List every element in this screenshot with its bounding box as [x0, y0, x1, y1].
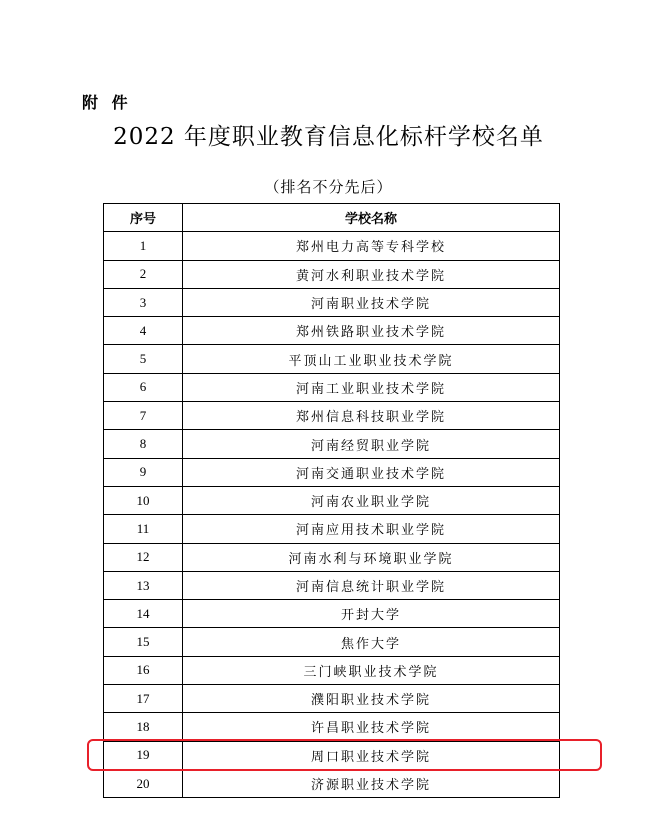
row-number: 17: [104, 685, 183, 713]
school-name: 济源职业技术学院: [183, 769, 560, 797]
table-row: [104, 769, 560, 797]
row-number: 6: [104, 373, 183, 401]
table-row: [104, 486, 560, 514]
table-row: [104, 656, 560, 684]
school-name: 河南应用技术职业学院: [183, 515, 560, 543]
table-row: [104, 288, 560, 316]
row-number: 7: [104, 402, 183, 430]
table-row: [104, 543, 560, 571]
school-name: 濮阳职业技术学院: [183, 685, 560, 713]
row-number: 4: [104, 317, 183, 345]
school-name: 郑州信息科技职业学院: [183, 402, 560, 430]
table-row: [104, 628, 560, 656]
document-title: 2022 年度职业教育信息化标杆学校名单: [113, 124, 544, 150]
school-name: 周口职业技术学院: [183, 741, 560, 769]
table-row: [104, 571, 560, 599]
header-school-name: 学校名称: [183, 204, 560, 232]
table-row: [104, 685, 560, 713]
school-name: 河南交通职业技术学院: [183, 458, 560, 486]
school-name: 河南职业技术学院: [183, 288, 560, 316]
row-number: 5: [104, 345, 183, 373]
row-number: 13: [104, 571, 183, 599]
table-row: [104, 373, 560, 401]
row-number: 9: [104, 458, 183, 486]
table-row: [104, 402, 560, 430]
row-number: 11: [104, 515, 183, 543]
row-number: 14: [104, 600, 183, 628]
row-number: 20: [104, 769, 183, 797]
school-name: 河南工业职业技术学院: [183, 373, 560, 401]
school-name: 黄河水利职业技术学院: [183, 260, 560, 288]
school-name: 开封大学: [183, 600, 560, 628]
attachment-label: 附 件: [82, 93, 132, 112]
school-name: 郑州铁路职业技术学院: [183, 317, 560, 345]
table-row: [104, 515, 560, 543]
school-name: 河南经贸职业学院: [183, 430, 560, 458]
table-row: [104, 260, 560, 288]
school-name: 河南水利与环境职业学院: [183, 543, 560, 571]
table-row: [104, 458, 560, 486]
document-subtitle: （排名不分先后）: [264, 178, 393, 196]
school-name: 河南信息统计职业学院: [183, 571, 560, 599]
row-number: 19: [104, 741, 183, 769]
table-row: [104, 317, 560, 345]
school-name: 焦作大学: [183, 628, 560, 656]
school-name: 许昌职业技术学院: [183, 713, 560, 741]
row-number: 1: [104, 232, 183, 260]
row-number: 3: [104, 288, 183, 316]
row-number: 16: [104, 656, 183, 684]
table-row-highlighted: [104, 741, 560, 769]
row-number: 12: [104, 543, 183, 571]
table-row: [104, 713, 560, 741]
school-name: 郑州电力高等专科学校: [183, 232, 560, 260]
school-name: 三门峡职业技术学院: [183, 656, 560, 684]
row-number: 8: [104, 430, 183, 458]
table-row: [104, 430, 560, 458]
table-row: [104, 345, 560, 373]
school-list-table: [103, 203, 560, 798]
row-number: 18: [104, 713, 183, 741]
table-row: [104, 600, 560, 628]
school-name: 平顶山工业职业技术学院: [183, 345, 560, 373]
row-number: 15: [104, 628, 183, 656]
school-name: 河南农业职业学院: [183, 486, 560, 514]
table-header-row: [104, 204, 560, 232]
header-number: 序号: [104, 204, 183, 232]
row-number: 2: [104, 260, 183, 288]
row-number: 10: [104, 486, 183, 514]
table-row: [104, 232, 560, 260]
